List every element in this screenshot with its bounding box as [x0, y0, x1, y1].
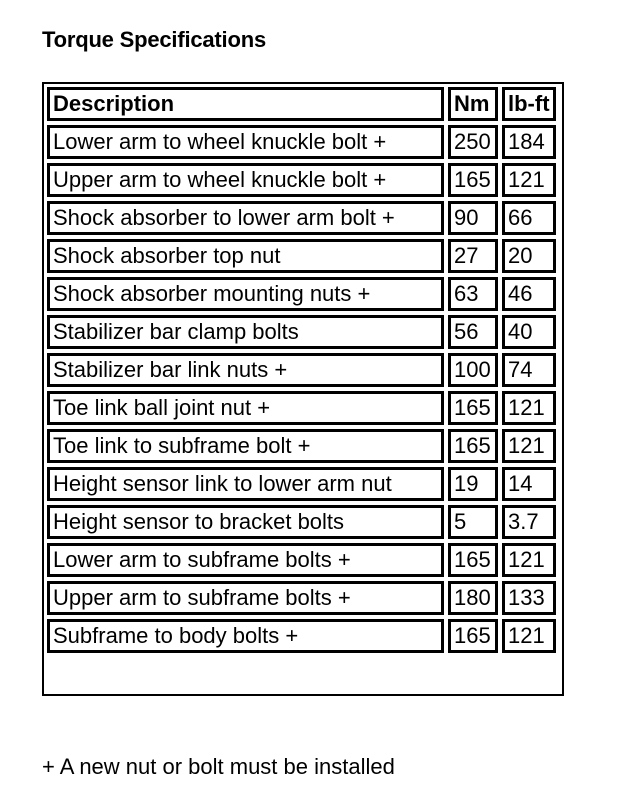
- cell-nm: 165: [448, 429, 498, 463]
- cell-description: Toe link ball joint nut +: [47, 391, 444, 425]
- cell-nm: 27: [448, 239, 498, 273]
- torque-table-frame: [42, 82, 564, 696]
- cell-description: Shock absorber to lower arm bolt +: [47, 201, 444, 235]
- table-row: [47, 505, 556, 539]
- cell-description: Stabilizer bar clamp bolts: [47, 315, 444, 349]
- table-row: [47, 619, 556, 653]
- cell-description: Lower arm to subframe bolts +: [47, 543, 444, 577]
- footnote: + A new nut or bolt must be installed: [42, 754, 395, 779]
- cell-lbft: 121: [502, 163, 556, 197]
- cell-lbft: 133: [502, 581, 556, 615]
- cell-nm: 90: [448, 201, 498, 235]
- cell-nm: 250: [448, 125, 498, 159]
- cell-lbft: 74: [502, 353, 556, 387]
- table-row: [47, 581, 556, 615]
- cell-nm: 19: [448, 467, 498, 501]
- cell-lbft: 121: [502, 543, 556, 577]
- cell-lbft: 14: [502, 467, 556, 501]
- cell-description: Subframe to body bolts +: [47, 619, 444, 653]
- cell-nm: 165: [448, 543, 498, 577]
- cell-lbft: 40: [502, 315, 556, 349]
- cell-lbft: 121: [502, 429, 556, 463]
- cell-nm: 5: [448, 505, 498, 539]
- table-row: [47, 429, 556, 463]
- header-nm: Nm: [448, 87, 498, 121]
- cell-lbft: 46: [502, 277, 556, 311]
- table-row: [47, 353, 556, 387]
- table-row: [47, 163, 556, 197]
- cell-lbft: 20: [502, 239, 556, 273]
- table-row: [47, 201, 556, 235]
- cell-description: Height sensor link to lower arm nut: [47, 467, 444, 501]
- cell-nm: 56: [448, 315, 498, 349]
- page-title: Torque Specifications: [42, 27, 266, 52]
- table-row: [47, 391, 556, 425]
- torque-table: [43, 83, 560, 657]
- cell-description: Upper arm to wheel knuckle bolt +: [47, 163, 444, 197]
- cell-nm: 165: [448, 391, 498, 425]
- table-row: [47, 239, 556, 273]
- cell-description: Stabilizer bar link nuts +: [47, 353, 444, 387]
- cell-description: Height sensor to bracket bolts: [47, 505, 444, 539]
- header-description: Description: [47, 87, 444, 121]
- cell-description: Upper arm to subframe bolts +: [47, 581, 444, 615]
- cell-nm: 165: [448, 619, 498, 653]
- cell-nm: 180: [448, 581, 498, 615]
- cell-description: Shock absorber top nut: [47, 239, 444, 273]
- table-row: [47, 543, 556, 577]
- cell-lbft: 184: [502, 125, 556, 159]
- cell-description: Shock absorber mounting nuts +: [47, 277, 444, 311]
- cell-nm: 63: [448, 277, 498, 311]
- cell-lbft: 66: [502, 201, 556, 235]
- table-row: [47, 467, 556, 501]
- cell-description: Toe link to subframe bolt +: [47, 429, 444, 463]
- table-row: [47, 277, 556, 311]
- table-row: [47, 315, 556, 349]
- table-row: [47, 125, 556, 159]
- cell-lbft: 3.7: [502, 505, 556, 539]
- cell-nm: 165: [448, 163, 498, 197]
- cell-lbft: 121: [502, 391, 556, 425]
- cell-nm: 100: [448, 353, 498, 387]
- header-lbft: lb-ft: [502, 87, 556, 121]
- cell-description: Lower arm to wheel knuckle bolt +: [47, 125, 444, 159]
- table-header-row: [47, 87, 556, 121]
- cell-lbft: 121: [502, 619, 556, 653]
